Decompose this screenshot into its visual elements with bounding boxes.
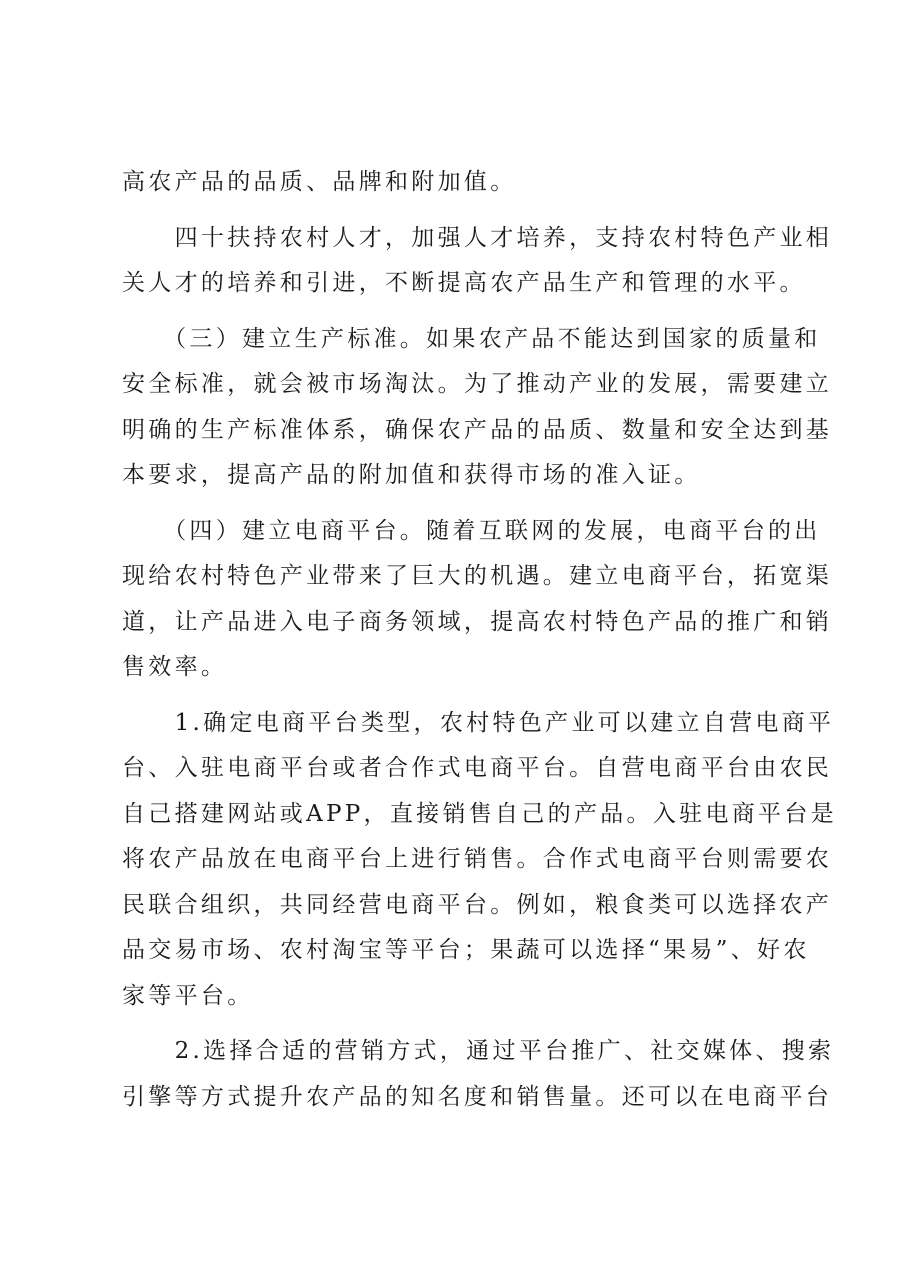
paragraph: [122, 509, 833, 691]
paragraph-gap: [122, 499, 802, 509]
text-line: 四十扶持农村人才，加强人才培养，支持农村特色产业相: [122, 224, 833, 251]
text-line: 家等平台。: [122, 982, 254, 1009]
text-line: 品交易市场、农村淘宝等平台；果蔬可以选择“果易”、好农: [122, 937, 810, 963]
text-line: 安全标准，就会被市场淘汰。为了推动产业的发展，需要建立: [122, 371, 833, 397]
text-line: 2.选择合适的营销方式，通过平台推广、社交媒体、搜索: [122, 1038, 835, 1064]
text-line: （三）建立生产标准。如果农产品不能达到国家的质量和: [122, 325, 821, 352]
paragraph-gap: [122, 307, 802, 317]
paragraph: [122, 216, 833, 307]
text-line: 现给农村特色产业带来了巨大的机遇。建立电商平台，拓宽渠: [122, 563, 833, 589]
text-line: 明确的生产标准体系，确保农产品的品质、数量和安全达到基: [122, 416, 833, 443]
paragraph: [122, 160, 802, 206]
paragraph: [122, 1029, 835, 1120]
paragraph-gap: [122, 206, 802, 216]
text-line: 将农产品放在电商平台上进行销售。合作式电商平台则需要农: [122, 846, 833, 872]
text-line: 本要求，提高产品的附加值和获得市场的准入证。: [122, 462, 701, 488]
text-line: （四）建立电商平台。随着互联网的发展，电商平台的出: [122, 517, 821, 544]
text-line: 台、入驻电商平台或者合作式电商平台。自营电商平台由农民: [122, 755, 833, 781]
paragraph: [122, 317, 833, 499]
paragraph: [122, 701, 837, 1020]
text-line: 关人才的培养和引进，不断提高农产品生产和管理的水平。: [122, 270, 806, 296]
text-line: 引擎等方式提升农产品的知名度和销售量。还可以在电商平台: [122, 1083, 833, 1110]
text-line: 道，让产品进入电子商务领域，提高农村特色产品的推广和销: [122, 608, 833, 635]
document-body: [122, 160, 837, 1120]
paragraph-gap: [122, 1019, 802, 1029]
text-line: 民联合组织，共同经营电商平台。例如，粮食类可以选择农产: [122, 891, 833, 918]
text-line: 自己搭建网站或APP，直接销售自己的产品。入驻电商平台是: [122, 800, 837, 827]
paragraph-gap: [122, 691, 802, 701]
text-line: 售效率。: [122, 654, 228, 680]
text-line: 高农产品的品质、品牌和附加值。: [122, 169, 517, 195]
text-line: 1.确定电商平台类型，农村特色产业可以建立自营电商平: [122, 709, 835, 736]
